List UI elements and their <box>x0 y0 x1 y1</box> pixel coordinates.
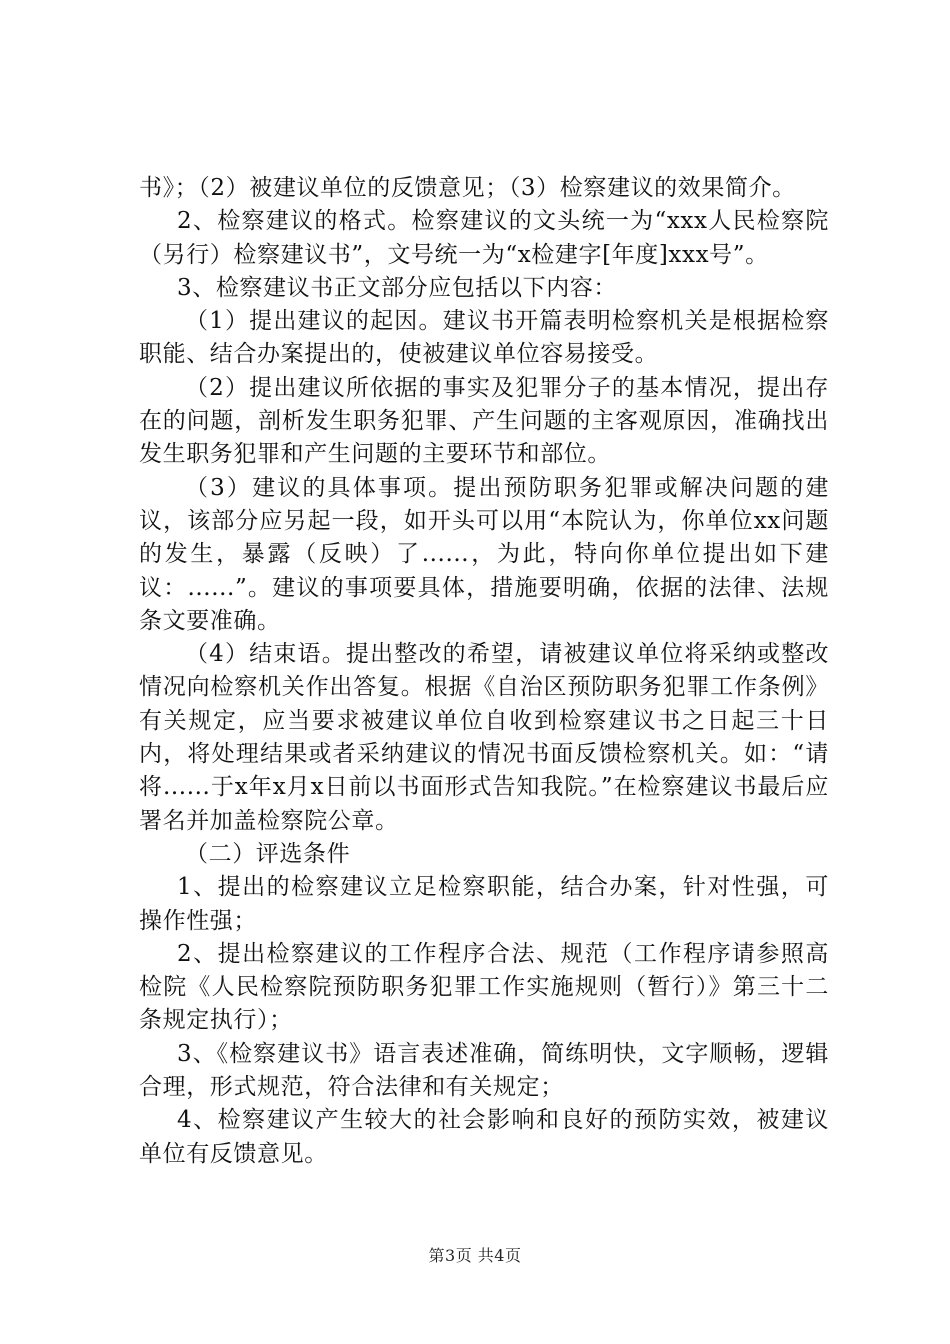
paragraph-criterion-2: 2、提出检察建议的工作程序合法、规范（工作程序请参照高检院《人民检察院预防职务犯罪工作实施规则（暂行）》第三十二条规定执行）； <box>139 940 829 1034</box>
section-heading-criteria: （二）评选条件 <box>185 840 351 867</box>
paragraph-item-2: （2）提出建议所依据的事实及犯罪分子的基本情况，提出存在的问题，剖析发生职务犯罪、产生问题的主客观原因，准确找出发生职务犯罪和产生问题的主要环节和部位。 <box>139 374 829 468</box>
paragraph-content-intro: 3、检察建议书正文部分应包括以下内容： <box>177 274 618 301</box>
paragraph-continuation: 书》；（2）被建议单位的反馈意见；（3）检察建议的效果简介。 <box>139 175 796 201</box>
page-number-footer: 第3页 共4页 <box>428 1246 522 1265</box>
paragraph-criterion-1: 1、提出的检察建议立足检察职能，结合办案，针对性强，可操作性强； <box>139 874 829 934</box>
paragraph-item-3: （3）建议的具体事项。提出预防职务犯罪或解决问题的建议，该部分应另起一段，如开头可以用“本院认为，你单位xx问题的发生，暴露（反映）了......，为此，特向你单位提出如下建议：......”。建议的事项要具体，措施要明确，依据的法律、法规条文要准确。 <box>139 474 829 634</box>
paragraph-item-1: （1）提出建议的起因。建议书开篇表明检察机关是根据检察职能、结合办案提出的，使被建议单位容易接受。 <box>139 308 829 368</box>
paragraph-item-4: （4）结束语。提出整改的希望，请被建议单位将采纳或整改情况向检察机关作出答复。根据《自治区预防职务犯罪工作条例》有关规定，应当要求被建议单位自收到检察建议书之日起三十日内，将处理结果或者采纳建议的情况书面反馈检察机关。如：“请将......于x年x月x日前以书面形式告知我院。”在检察建议书最后应署名并加盖检察院公章。 <box>139 641 829 834</box>
paragraph-format: 2、检察建议的格式。检察建议的文头统一为“xxx人民检察院（另行）检察建议书”，文号统一为“x检建字[年度]xxx号”。 <box>139 208 829 268</box>
paragraph-criterion-3: 3、《检察建议书》语言表述准确，简练明快，文字顺畅，逻辑合理，形式规范，符合法律和有关规定； <box>139 1040 829 1101</box>
paragraph-criterion-4: 4、检察建议产生较大的社会影响和良好的预防实效，被建议单位有反馈意见。 <box>139 1107 829 1167</box>
document-body <box>139 172 829 1171</box>
